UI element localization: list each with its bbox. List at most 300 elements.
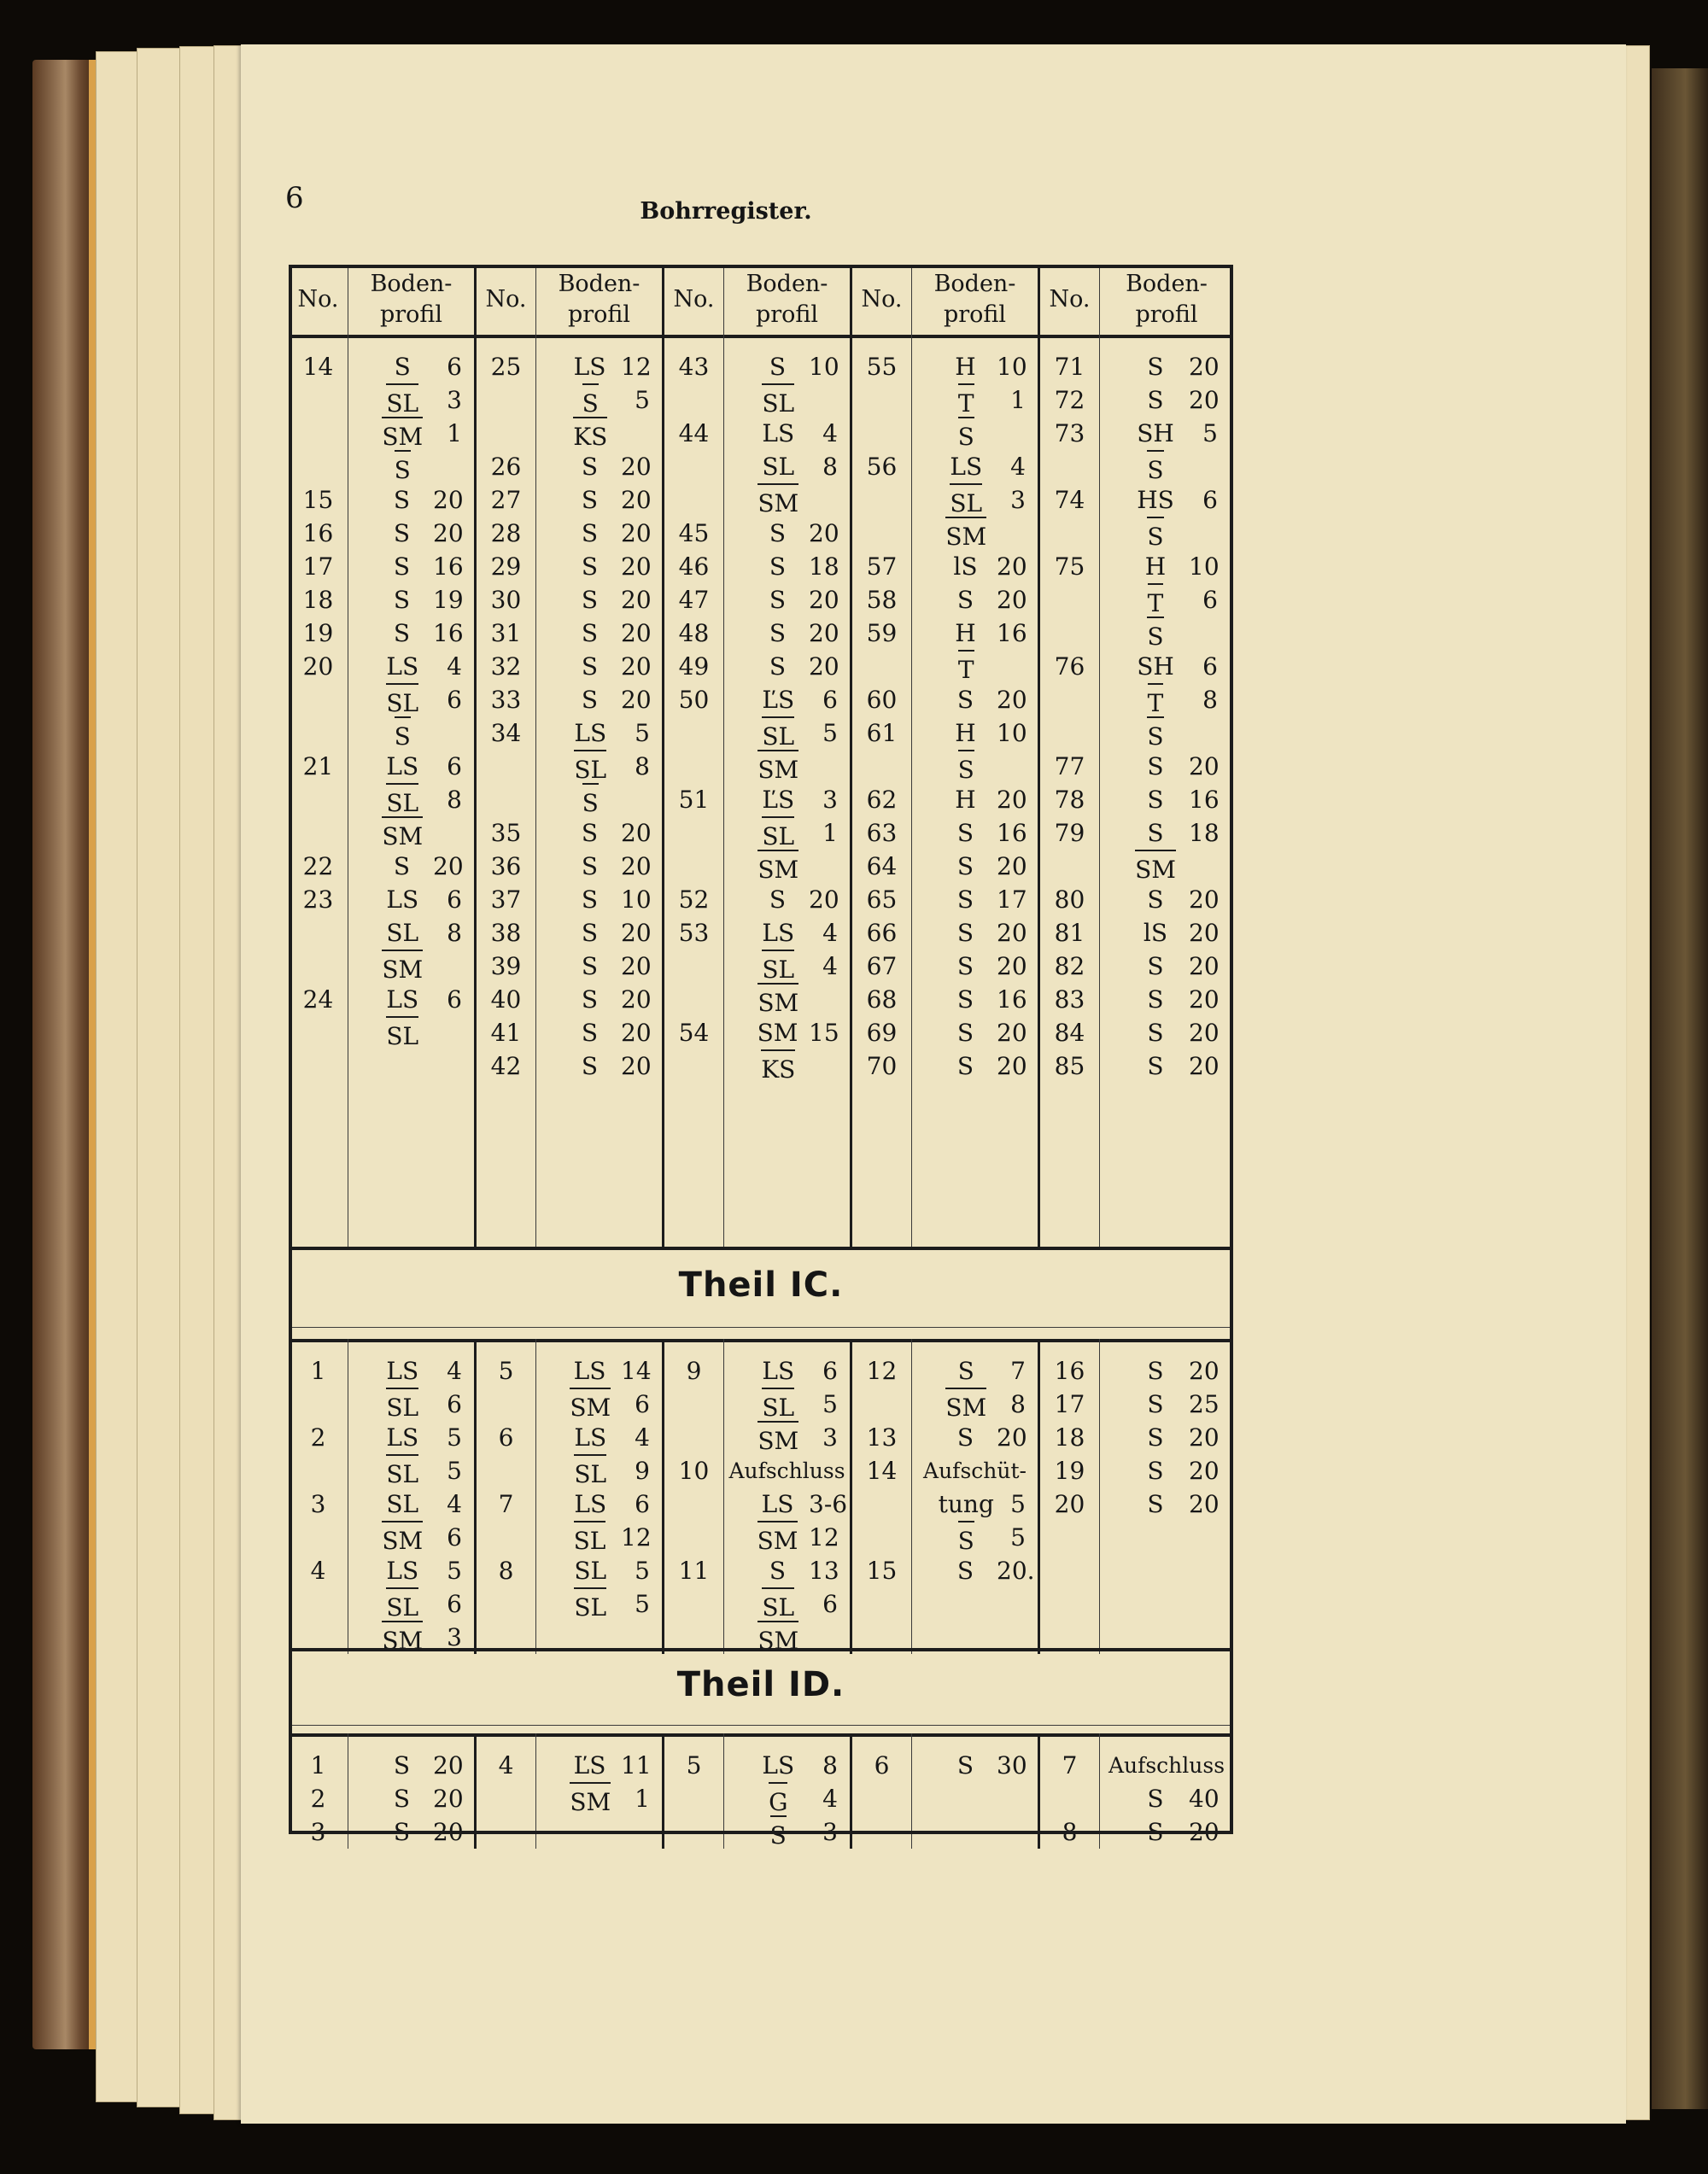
soil-code-text: S	[956, 952, 974, 980]
layer-thickness: 4	[1010, 453, 1026, 481]
soil-code-text: LS	[574, 1490, 607, 1518]
number-column	[477, 1339, 536, 1654]
layer-thickness: 20	[997, 1423, 1027, 1452]
layer-thickness: 5	[1010, 1523, 1026, 1552]
soil-code	[371, 517, 433, 550]
profile-line	[724, 617, 850, 650]
soil-code-text: T	[958, 650, 974, 687]
layer-thickness: 20.	[997, 1557, 1035, 1585]
profile-line	[724, 983, 850, 1016]
profile-line	[348, 683, 474, 716]
profile-line	[1100, 1016, 1233, 1049]
profile-line	[912, 783, 1038, 816]
profile-line	[1100, 450, 1233, 483]
soil-code-text: H	[955, 719, 976, 747]
profile-line	[348, 383, 474, 417]
soil-code	[746, 1815, 810, 1849]
profile-line	[348, 816, 474, 850]
layer-thickness: 13	[809, 1557, 839, 1585]
page-number: 6	[285, 181, 304, 215]
profile-line	[1100, 750, 1233, 783]
borehole-number: 3	[310, 1490, 326, 1518]
soil-code	[559, 583, 621, 617]
layer-thickness: 20	[997, 952, 1027, 980]
borehole-number: 47	[678, 586, 710, 614]
soil-code-text: SM	[757, 750, 798, 786]
header-bodenprofil-text	[934, 269, 1016, 330]
layer-thickness: 3	[822, 1423, 838, 1452]
profile-line	[724, 1521, 850, 1554]
profile-line	[536, 683, 662, 716]
soil-code	[371, 716, 435, 750]
profile-line	[536, 1587, 662, 1621]
spacer-line	[289, 916, 348, 950]
soil-code-text: S	[956, 1423, 974, 1452]
profile-line	[1100, 1049, 1233, 1083]
layer-thickness	[435, 950, 462, 983]
profile-line	[348, 1554, 474, 1587]
header-no: No.	[852, 265, 912, 335]
layer-thickness: 20	[621, 686, 652, 714]
layer-thickness: 20	[621, 552, 652, 581]
spacer-line	[664, 1487, 723, 1521]
layer-thickness: 20	[433, 1818, 464, 1846]
borehole-number: 43	[678, 353, 710, 381]
borehole-number: 44	[678, 419, 710, 447]
profile-line	[348, 883, 474, 916]
soil-code	[371, 950, 435, 983]
header-bodenprofil-line2: profil	[379, 301, 443, 328]
layer-thickness	[810, 1049, 838, 1083]
borehole-number: 50	[678, 686, 710, 714]
borehole-number: 13	[866, 1423, 898, 1452]
profile-column	[536, 1339, 664, 1654]
profile-line	[1100, 1487, 1233, 1521]
spacer-line	[477, 1587, 535, 1621]
soil-code-text: S	[769, 619, 787, 647]
soil-code-text: SL	[386, 1490, 419, 1518]
soil-code-text: S	[393, 552, 411, 581]
soil-code	[371, 750, 435, 783]
soil-code-text: S	[956, 985, 974, 1014]
soil-code	[746, 1587, 810, 1621]
layer-thickness	[435, 716, 462, 750]
section-title-theil-id: Theil ID.	[676, 1665, 845, 1704]
layer-thickness: 20	[433, 852, 464, 880]
soil-code-text: S	[769, 519, 787, 547]
soil-code-text: H	[955, 353, 976, 381]
soil-code	[746, 650, 809, 683]
borehole-number: 51	[678, 786, 710, 814]
spacer-line	[477, 383, 535, 417]
profile-line	[348, 417, 474, 450]
layer-thickness: 8	[447, 786, 462, 814]
soil-code	[371, 550, 433, 583]
soil-code	[559, 483, 621, 517]
layer-thickness: 4	[447, 1490, 462, 1518]
layer-thickness: 5	[447, 1423, 462, 1452]
soil-code	[746, 483, 810, 517]
borehole-number: 85	[1054, 1052, 1085, 1080]
soil-code-text: S	[770, 1815, 787, 1852]
profile-line	[724, 517, 850, 550]
soil-code	[746, 1388, 810, 1421]
soil-code	[934, 983, 997, 1016]
spacer-line	[852, 750, 911, 783]
layer-thickness: 7	[1010, 1357, 1026, 1385]
spacer-line	[852, 417, 911, 450]
soil-code	[934, 1487, 998, 1521]
borehole-number: 71	[1054, 353, 1085, 381]
profile-line	[348, 350, 474, 383]
profile-line	[912, 650, 1038, 683]
profile-line	[724, 583, 850, 617]
borehole-number: 61	[866, 719, 898, 747]
soil-code	[934, 683, 997, 716]
layer-thickness: 16	[997, 619, 1027, 647]
profile-line	[536, 417, 662, 450]
layer-thickness: 8	[447, 919, 462, 947]
borehole-number: 8	[1062, 1818, 1078, 1846]
profile-line	[912, 950, 1038, 983]
layer-thickness: 3	[822, 786, 838, 814]
spacer-line	[477, 1521, 535, 1554]
layer-thickness: 19	[433, 586, 464, 614]
layer-thickness: 6	[447, 1523, 462, 1552]
soil-code-text: S	[1147, 1423, 1164, 1452]
profile-line	[1100, 1421, 1233, 1454]
spacer-line	[664, 716, 723, 750]
borehole-number: 41	[490, 1019, 522, 1047]
soil-code	[371, 1815, 433, 1849]
soil-code-text: T	[1148, 683, 1164, 720]
soil-code	[934, 750, 998, 783]
profile-line	[724, 1554, 850, 1587]
soil-code	[559, 517, 621, 550]
soil-code	[746, 950, 810, 983]
soil-code	[934, 417, 998, 450]
profile-line	[724, 1587, 850, 1621]
soil-code	[746, 1016, 809, 1049]
soil-code-text: LS	[386, 752, 419, 780]
soil-code-text: HS	[1137, 486, 1174, 514]
borehole-number: 54	[678, 1019, 710, 1047]
soil-code-text: LS	[762, 1357, 795, 1385]
soil-code-text: S	[1147, 1457, 1164, 1485]
soil-code	[371, 583, 433, 617]
soil-code	[934, 1521, 998, 1554]
spacer-line	[289, 950, 348, 983]
layer-thickness: 20	[621, 919, 652, 947]
soil-code	[746, 550, 809, 583]
soil-code-text: S	[393, 619, 411, 647]
profile-line	[536, 350, 662, 383]
soil-code	[934, 483, 998, 517]
layer-thickness: 5	[447, 1457, 462, 1485]
soil-code-text: S	[956, 885, 974, 914]
layer-thickness: 5	[635, 386, 650, 414]
borehole-number: 48	[678, 619, 710, 647]
layer-thickness	[998, 750, 1026, 783]
soil-code-text: SL	[574, 1454, 606, 1491]
soil-code	[923, 1458, 1027, 1483]
borehole-number: 73	[1054, 419, 1085, 447]
spacer-line	[852, 383, 911, 417]
borehole-number: 75	[1054, 552, 1085, 581]
layer-thickness: 4	[822, 952, 838, 980]
spacer-line	[664, 1815, 723, 1849]
profile-line	[912, 383, 1038, 417]
soil-code	[934, 1421, 997, 1454]
soil-code	[559, 950, 621, 983]
borehole-number: 40	[490, 985, 522, 1014]
header-bodenprofil-text	[746, 269, 828, 330]
borehole-number: 5	[686, 1751, 702, 1780]
borehole-number: 84	[1054, 1019, 1085, 1047]
soil-code-text: H	[955, 786, 976, 814]
borehole-number: 76	[1054, 652, 1085, 681]
soil-code-text: LS	[386, 1557, 419, 1585]
borehole-number: 65	[866, 885, 898, 914]
profile-column	[1100, 335, 1233, 1247]
borehole-number: 30	[490, 586, 522, 614]
soil-code	[1122, 683, 1189, 716]
soil-code-text: S	[582, 783, 599, 820]
layer-thickness: 20	[1189, 1490, 1220, 1518]
soil-code-text: S	[395, 716, 411, 753]
layer-thickness: 4	[822, 1785, 838, 1813]
header-no: No.	[477, 265, 536, 335]
profile-line	[1100, 583, 1233, 617]
borehole-number: 11	[678, 1557, 710, 1585]
soil-code	[1122, 550, 1189, 583]
profile-line	[912, 983, 1038, 1016]
soil-code-text: S	[958, 1521, 974, 1557]
borehole-number: 32	[490, 652, 522, 681]
profile-column	[912, 1733, 1040, 1849]
layer-thickness: 20	[621, 453, 652, 481]
profile-line	[1100, 383, 1233, 417]
profile-line	[348, 716, 474, 750]
profile-line	[724, 650, 850, 683]
profile-line	[1100, 517, 1233, 550]
layer-thickness	[1189, 450, 1218, 483]
header-bodenprofil	[912, 265, 1040, 335]
layer-thickness: 20	[997, 919, 1027, 947]
profile-line	[536, 850, 662, 883]
profile-line	[912, 816, 1038, 850]
soil-code-text: LS	[762, 1751, 795, 1780]
layer-thickness	[1189, 517, 1218, 550]
spacer-line	[289, 783, 348, 816]
profile-line	[1100, 883, 1233, 916]
profile-line	[1100, 417, 1233, 450]
soil-code	[371, 916, 435, 950]
soil-code	[559, 650, 621, 683]
soil-code	[559, 883, 621, 916]
soil-code	[371, 1554, 435, 1587]
spacer-line	[664, 816, 723, 850]
profile-line	[912, 483, 1038, 517]
soil-code-text: S	[1147, 1490, 1164, 1518]
soil-code-text: SM	[757, 983, 798, 1020]
profile-column	[724, 1733, 852, 1849]
layer-thickness: 16	[997, 819, 1027, 847]
number-column	[1040, 1733, 1100, 1849]
profile-line	[912, 850, 1038, 883]
profile-line	[348, 1815, 474, 1849]
soil-code-text: Aufschüt-	[923, 1458, 1027, 1483]
profile-line	[536, 750, 662, 783]
header-no: No.	[664, 265, 724, 335]
soil-code	[1122, 1782, 1189, 1815]
layer-thickness: 6	[635, 1390, 650, 1418]
layer-thickness: 20	[621, 586, 652, 614]
soil-code-text: S	[582, 383, 599, 420]
header-bodenprofil-line2: profil	[755, 301, 819, 328]
soil-code-text: S	[769, 353, 787, 381]
spacer-line	[289, 716, 348, 750]
spacer-line	[1040, 517, 1099, 550]
number-column	[477, 1733, 536, 1849]
soil-code-text: SM	[757, 850, 798, 886]
soil-code-text: S	[956, 852, 974, 880]
spacer-line	[664, 1388, 723, 1421]
soil-code-text: LS	[762, 919, 795, 947]
profile-line	[536, 1421, 662, 1454]
soil-code	[934, 1354, 998, 1388]
layer-thickness: 20	[809, 519, 839, 547]
soil-code	[559, 550, 621, 583]
borehole-number: 25	[490, 353, 522, 381]
soil-code-text: SL	[762, 1388, 794, 1424]
borehole-register-table	[289, 265, 1233, 1850]
soil-code-text: SM	[570, 1388, 611, 1424]
soil-code	[559, 850, 621, 883]
profile-line	[536, 450, 662, 483]
borehole-number: 7	[1062, 1751, 1078, 1780]
soil-code-text: S	[957, 1357, 974, 1385]
soil-code	[559, 1388, 623, 1421]
soil-code-text: SL	[950, 483, 982, 520]
spacer-line	[1040, 716, 1099, 750]
profile-line	[1100, 716, 1233, 750]
profile-line	[1100, 850, 1233, 883]
soil-code	[371, 483, 433, 517]
soil-code	[746, 1487, 809, 1521]
borehole-number: 9	[686, 1357, 702, 1385]
borehole-number: 17	[302, 552, 334, 581]
borehole-number: 70	[866, 1052, 898, 1080]
profile-column	[724, 335, 852, 1247]
profile-line	[724, 1749, 850, 1782]
borehole-number: 58	[866, 586, 898, 614]
soil-code	[746, 850, 810, 883]
layer-thickness	[810, 983, 838, 1016]
spacer-line	[477, 750, 535, 783]
layer-thickness: 10	[997, 719, 1027, 747]
profile-line	[1100, 1782, 1233, 1815]
soil-code-text: S	[1147, 952, 1164, 980]
profile-line	[724, 417, 850, 450]
profile-line	[348, 617, 474, 650]
profile-line	[348, 483, 474, 517]
profile-line	[348, 450, 474, 483]
soil-code	[559, 783, 623, 816]
layer-thickness	[435, 1016, 462, 1049]
layer-thickness: 6	[447, 1590, 462, 1618]
soil-code	[1122, 583, 1189, 617]
layer-thickness: 5	[447, 1557, 462, 1585]
number-column	[852, 1339, 912, 1654]
soil-code	[371, 683, 435, 716]
soil-code	[746, 716, 810, 750]
soil-code	[559, 1016, 621, 1049]
number-column	[664, 335, 724, 1247]
number-column	[1040, 335, 1100, 1247]
borehole-number: 81	[1054, 919, 1085, 947]
layer-thickness	[623, 783, 650, 816]
layer-thickness	[998, 650, 1026, 683]
number-column	[289, 1733, 348, 1849]
spacer-line	[664, 1049, 723, 1083]
soil-code-text: S	[393, 852, 411, 880]
soil-code-text: SL	[386, 919, 419, 947]
spacer-line	[289, 1016, 348, 1049]
book-spine-edge	[32, 60, 92, 2049]
soil-code-text: S	[581, 885, 599, 914]
soil-code	[559, 1587, 623, 1621]
layer-thickness: 6	[447, 752, 462, 780]
profile-line	[912, 1487, 1038, 1521]
profile-line	[724, 483, 850, 517]
profile-column	[912, 1339, 1040, 1654]
layer-thickness: 17	[997, 885, 1027, 914]
soil-code	[934, 450, 998, 483]
spacer-line	[664, 450, 723, 483]
borehole-number: 64	[866, 852, 898, 880]
soil-code-text: S	[958, 750, 974, 786]
soil-code	[559, 1749, 621, 1782]
soil-code-text: S	[581, 486, 599, 514]
profile-line	[536, 1521, 662, 1554]
profile-column	[536, 1733, 664, 1849]
soil-code-text: SL	[762, 383, 794, 420]
layer-thickness: 20	[621, 519, 652, 547]
layer-thickness: 8	[822, 1751, 838, 1780]
borehole-number: 18	[1054, 1423, 1085, 1452]
soil-code	[728, 1458, 845, 1483]
soil-code-text: SL	[762, 716, 794, 753]
soil-code	[371, 1521, 435, 1554]
layer-thickness: 14	[621, 1357, 652, 1385]
theil-id-body	[289, 1733, 1233, 1850]
profile-line	[348, 1388, 474, 1421]
soil-code-text: S	[581, 1019, 599, 1047]
borehole-number: 16	[1054, 1357, 1085, 1385]
soil-code	[559, 1487, 623, 1521]
header-bodenprofil-line1: Boden-	[933, 271, 1016, 297]
soil-code-text: LS	[386, 1357, 419, 1385]
profile-line	[1100, 617, 1233, 650]
layer-thickness: 5	[635, 1590, 650, 1618]
soil-code-text: T	[1148, 583, 1164, 620]
soil-code	[371, 350, 435, 383]
layer-thickness	[435, 450, 462, 483]
soil-code	[746, 417, 810, 450]
profile-line	[536, 1388, 662, 1421]
soil-code	[934, 550, 997, 583]
